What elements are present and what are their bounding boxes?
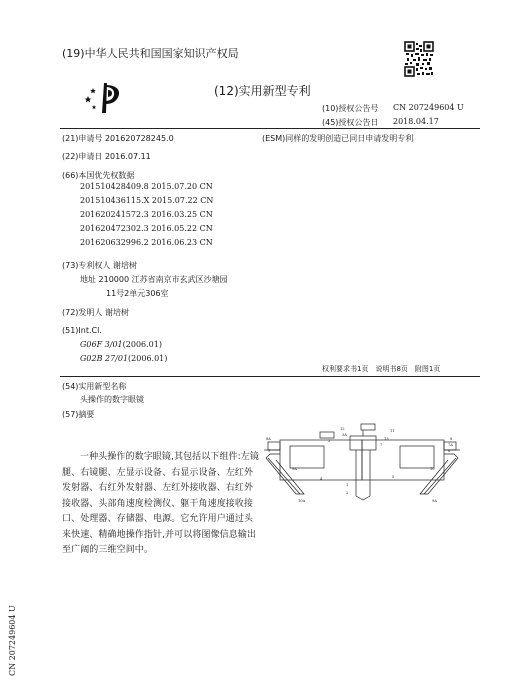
priority-item: 201620241572.3 2016.03.25 CN	[80, 210, 213, 219]
pub-no-value: CN 207249604 U	[393, 103, 464, 112]
figure-label: 10	[430, 467, 435, 471]
top-module-right	[361, 424, 375, 430]
figure-label: 6	[448, 449, 451, 453]
application-date: (22)申请日 2016.07.11	[62, 152, 151, 161]
figure-label: 11	[390, 429, 395, 433]
figure-label: 9	[268, 449, 271, 453]
glasses-drawing	[262, 410, 462, 520]
figure-label: 4	[320, 477, 323, 481]
priority-item: 201510436115.X 2015.07.22 CN	[80, 196, 214, 205]
qr-code	[404, 41, 434, 77]
header-rule	[60, 128, 480, 129]
priority-item: 201620472302.3 2016.05.22 CN	[80, 224, 213, 233]
figure-label: 7	[380, 443, 383, 447]
pub-no-label: (10)授权公告号	[322, 104, 379, 113]
figure-label: 3A	[342, 433, 347, 437]
patentee: (73)专利权人 谢培树	[62, 261, 137, 270]
ipc-title: (51)Int.Cl.	[62, 326, 102, 335]
figure-label: 1	[346, 483, 349, 487]
ipc-date: (2006.01)	[128, 354, 168, 363]
ipc-item	[80, 354, 167, 363]
address-line-2: 11号2单元306室	[106, 289, 169, 298]
utility-name: 头操作的数字眼镜	[80, 395, 144, 404]
ipc-code: G06F 3/01	[80, 340, 123, 349]
utility-name-title: (54)实用新型名称	[62, 382, 127, 391]
ipc-code: G02B 27/01	[80, 354, 129, 363]
priority-item: 201620632996.2 2016.06.23 CN	[80, 238, 213, 247]
section-rule	[60, 376, 480, 377]
authority-title: (19)中华人民共和国国家知识产权局	[62, 47, 239, 60]
abstract-text	[62, 450, 262, 559]
right-temple	[420, 454, 458, 494]
figure-label: 12	[340, 427, 345, 431]
priority-item: 201510428409.8 2015.07.20 CN	[80, 182, 213, 191]
bridge-unit	[350, 436, 376, 450]
pages-note: 权利要求书1页 说明书8页 附图1页	[322, 365, 441, 373]
doc-type-title: (12)实用新型专利	[214, 84, 311, 98]
left-temple	[266, 454, 304, 494]
figure-label: 2	[346, 491, 349, 495]
abstract-title: (57)摘要	[62, 410, 95, 419]
priority-title: (66)本国优先权数据	[62, 171, 135, 180]
figure-label: 3	[328, 439, 331, 443]
inventor: (72)发明人 谢培树	[62, 308, 129, 317]
figure-label: 7A	[448, 443, 453, 447]
figure-label: 10A	[298, 499, 306, 503]
top-module-left	[320, 432, 334, 438]
ipc-item	[80, 340, 162, 349]
ipc-date: (2006.01)	[122, 340, 162, 349]
spine-publication-number: CN 207249604 U	[8, 605, 17, 676]
esm-note: (ESM)同样的发明创造已同日申请发明专利	[262, 134, 414, 143]
figure-label: 8A	[266, 437, 271, 441]
application-number: (21)申请号 201620728245.0	[62, 134, 174, 143]
cnipa-logo	[84, 80, 134, 114]
address-line-1: 地址 210000 江苏省南京市玄武区沙塘园	[80, 275, 228, 284]
right-display	[400, 446, 434, 468]
figure-label: 5	[392, 475, 395, 479]
left-display	[290, 446, 324, 468]
pub-date-value: 2018.04.17	[393, 117, 439, 126]
figure-label: 9A	[432, 499, 437, 503]
abstract-body: 一种头操作的数字眼镜,其包括以下组件:左镜腿、右镜腿、左显示设备、右显示设备、左红外发射器、右红外发射器、左红外接收器、右红外接收器、头部角速度检测仪、躯干角速度接收接口、处理器、存储器、电源。它允许用户通过头来快速、精确地操作指针,并可以将图像信息输出至广阔的三维空间中。	[62, 452, 259, 555]
figure-label: 13	[384, 437, 389, 441]
figure-label: 8	[450, 437, 453, 441]
pub-date-label: (45)授权公告日	[322, 118, 379, 127]
figure-label: 9A	[292, 467, 297, 471]
